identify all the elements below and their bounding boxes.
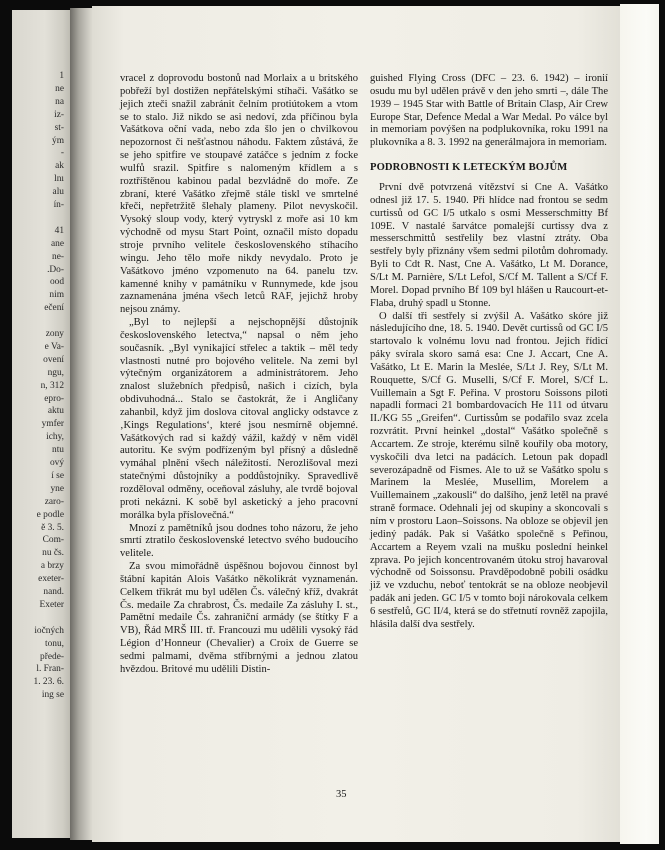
text-column-right: [370, 73, 608, 632]
facing-page-text-fragment: ým: [52, 135, 64, 146]
previous-page-strip: [12, 10, 72, 838]
facing-page-text-fragment: na: [55, 96, 64, 107]
facing-page-text-fragment: aktu: [47, 406, 64, 417]
text-column-left: [120, 73, 358, 677]
facing-page-text-fragment: lnı: [54, 174, 64, 185]
paragraph-continued: guished Flying Cross (DFC – 23. 6. 1942) – ironií osudu mu byl udělen právě v den jeho smrti –, dále The 1939 – 1945 Star with Battle of Britain Clasp, Air Crew Europe Star, Defence Medal a War Medal. Po válce byl in memoriam povýšen na podplukovníka, roku 1991 na plukovníka a 8. 3. 1992 na generálmajora in memoriam.: [370, 73, 608, 149]
facing-page-text-fragment: iočných: [34, 625, 64, 636]
facing-page-text-fragment: ín-: [53, 200, 64, 210]
facing-page-text-fragment: e Va-: [44, 341, 64, 352]
page-number: 35: [336, 789, 347, 800]
paragraph: Za svou mimořádně úspěšnou bojovou činnost byl štábní kapitán Alois Vašátko několikrát vyznamenán. Celkem třikrát mu byl udělen Čs. válečný kříž, dvakrát Čs. medaile Za chrabrost, Čs. medaile Za zásluhy I. st., Pamětní medaile Čs. zahraniční armády (se štítky F a VB), Řád MRŠ III. tř. Francouzi mu udělili vysoký řád Légion d’Honneur (Chevalier) a Croix de Guerre se sedmi palmami, dvěma stříbrnými a jednou zlatou hvězdou. Britové mu udělili Distin-: [120, 561, 358, 675]
facing-page-text-fragment: ovení: [43, 354, 64, 365]
facing-page-text-fragment: st-: [54, 122, 64, 133]
facing-page-text-fragment: l. Fran-: [36, 664, 64, 675]
facing-page-text-fragment: ood: [49, 277, 64, 288]
facing-page-text-fragment: nand.: [43, 587, 64, 597]
facing-page-text-fragment: yne: [50, 483, 64, 494]
paragraph: První dvě potvrzená vítězství si Cne A. Vašátko odnesl již 17. 5. 1940. Při hlídce nad frontou se sedm curtissů od GC I/5 utkalo s osmi Messerschmitty Bf 109E. V nastalé šarvátce pomalejší curtissy dva z messerschmittů sestřelily bez vlastní ztráty. Oba sestřely byly přiznány všem sedmi pilotům dohromady. Byli to Cdt R. Nast, Cne A. Vašátko, Lt M. Dorance, S/Lt M. Parnière, S/Lt Lefol, S/Cf M. Tallent a S/Cf F. Morel. Dopad prvního Bf 109 byl hlášen u Raucourt-et-Flaba, druhý spadl u Stonne.: [370, 182, 608, 309]
facing-page-text-fragment: přede-: [40, 651, 64, 662]
facing-page-text-fragment: epro-: [44, 393, 64, 404]
facing-page-text-fragment: Exeter: [39, 599, 64, 610]
facing-page-text-fragment: ngu,: [47, 367, 64, 378]
facing-page-text-fragment: Com-: [42, 535, 64, 546]
facing-page-text-fragment: a brzy: [40, 561, 64, 572]
facing-page-text-fragment: ing se: [41, 690, 64, 701]
facing-page-text-fragment: nim: [49, 290, 64, 301]
facing-page-text-fragment: .Do-: [47, 264, 64, 275]
facing-page-text-fragment: zaro-: [44, 496, 64, 507]
facing-page-text-fragment: 41: [54, 225, 64, 236]
facing-page-text-fragment: nu čs.: [42, 548, 64, 559]
facing-page-text-fragment: n, 312: [40, 380, 64, 391]
facing-page-text-fragment: zony: [45, 329, 64, 339]
facing-page-text-fragment: 1: [59, 71, 64, 81]
paragraph: O další tři sestřely si zvýšil A. Vašátko skóre již následujícího dne, 18. 5. 1940. Devět curtissů od GC I/5 startovalo k volnému lovu nad frontou. Jejich řídicí páky svírala skoro samá esa: Cne J. Accart, Cne A. Vašátko, Lt E. Marin la Meslée, S/Lt J. Rey, S/Lt M. Rouquette, S/Cf G. Muselli, S/Cf F. Morel, S/Cf L. Vuillemain a Sgt F. Peřina. V prostoru Soissons piloti napadli formaci 21 bombardovacích He 111 od útvaru II./KG 55 „Greifen“. Curtissům se podařilo svaz zcela rozvrátit. První heinkel „dostal“ Vašátko společně s Accartem. Ze stroje, kterému silně kouřily oba motory, vyskočili dva letci na padácích. Letoun pak dopadl severozápadně od Fismes. Ale to už se Vašátko spolu s Marinem la Meslée, Musellim, Morelem a Vuillemainem „zakousli“ do dalšího, jenž letěl na pravé straně formace. Odehnali jej od skupiny a skoncovali s ním v prostoru Laon–Soissons. Na obloze se objevil jen jediný padák. Pak si Vašátko společně s Peřinou, Accartem a Reyem vzali na mušku poslední heinkel zprava. Po jejich koncentrovaném útoku stroj havaroval východně od Soissonsu. Pravděpodobně pobili osádku již ve vzduchu, neboť tentokrát se na obloze neobjevil padák ani jeden. GC I/5 v tomto boji nárokovala celkem 6 sestřelů, GC II/4, která se do střetnutí rovněž zapojila, hlásila další dva sestřely.: [370, 310, 608, 630]
facing-page-text-fragment: ichy,: [46, 432, 64, 443]
facing-page-text-fragment: ne-: [52, 251, 64, 262]
facing-page-text-fragment: -: [60, 148, 64, 159]
facing-page-text-fragment: e podle: [36, 509, 64, 520]
facing-page-text-fragment: iz-: [54, 109, 64, 120]
paragraph: Mnozí z pamětníků jsou dodnes toho názoru, že jeho smrtí ztratilo československé letectvo svého budoucího velitele.: [120, 522, 358, 560]
paragraph: „Byl to nejlepší a nejschopnější důstojník československého letectva,“ napsal o něm jeho současník. „Byl vynikající střelec a taktik – měl tedy vlastnosti nutné pro bojového velitele. Na zemi byl výtečným organizátorem a administrátorem. Jeho znalost služebních předpisů, našich i cizích, byla obdivuhodná... Stalo se častokrát, že i Angličany zahanbil, když jim doslova citoval anglicky odstavce z ‚Kings Regulations‘, které jsou nesmírně objemné. Vašátkových rad si každý vážil, každý v něm viděl autoritu. Ke svým podřízeným byl přísný a důsledně vymáhal plnění všech náležitostí. Nerozlišoval mezi statečnými důstojníky a poddůstojníky. Spravedlivě rozděloval odměny, oceňoval zásluhy, ale tvrdě bojoval proti nekázni. K sobě byl asketický a jeho pracovní morálka byla příslovečná.“: [120, 317, 358, 521]
section-heading: PODROBNOSTI K LETECKÝM BOJŮM: [370, 162, 568, 174]
facing-page-text-fragment: ě 3. 5.: [41, 522, 64, 533]
facing-page-text-fragment: ymfer: [41, 419, 64, 430]
facing-page-text-fragment: ečení: [44, 303, 64, 314]
facing-page-text-fragment: ntu: [52, 445, 64, 456]
facing-page-text-fragment: tonu,: [44, 638, 64, 649]
facing-page-text-fragment: ane: [50, 238, 64, 249]
facing-page-text-fragment: ne: [55, 83, 64, 94]
page-edge: [620, 4, 665, 844]
paragraph: vracel z doprovodu bostonů nad Morlaix a u britského pobřeží byl dostižen nepřátelskými stíhači. Vašátko se jejich zteči snažil zabránit čelním protiútokem a vtom se to stalo. Již nikdo se asi nedoví, zda příčinou byla Vašátkova oční vada, nebo zda šlo jen o chvilkovou nepozornost či nešťastnou náhodu. Faktem zůstává, že se jeho spitfire ve stoupavé zatáčce s jedním z focke wulfů srazil. Spitfire s nalomeným křídlem a s roztříštěnou kabinou padal bezvládně do moře. Ze zbraní, které Vašátko zřejmě stále tiskl ve smrtelné křeči, nepřetržitě šlehaly plameny. Pilot nevyskočil. Vysoký sloup vody, který vytryskl z moře asi 10 km východně od mysu Start Point, označil místo dopadu stroje prvního velitele československého stíhacího wingu. Jeho tělo moře nikdy nevydalo. Proto je Vašátkovo jméno vzpomenuto na 64. panelu tzv. kamenné knihy v památníku v Runnymede, kde jsou zaznamenána jména všech letců RAF, jejichž hroby nejsou známy.: [120, 73, 358, 316]
facing-page-text-fragment: í se: [51, 470, 64, 481]
facing-page-text-fragment: ak: [55, 161, 64, 172]
facing-page-text-fragment: ový: [49, 458, 64, 468]
facing-page-text-fragment: 1. 23. 6.: [33, 677, 64, 688]
facing-page-text-fragment: alu: [52, 187, 64, 198]
facing-page-text-fragment: exeter-: [38, 574, 64, 585]
